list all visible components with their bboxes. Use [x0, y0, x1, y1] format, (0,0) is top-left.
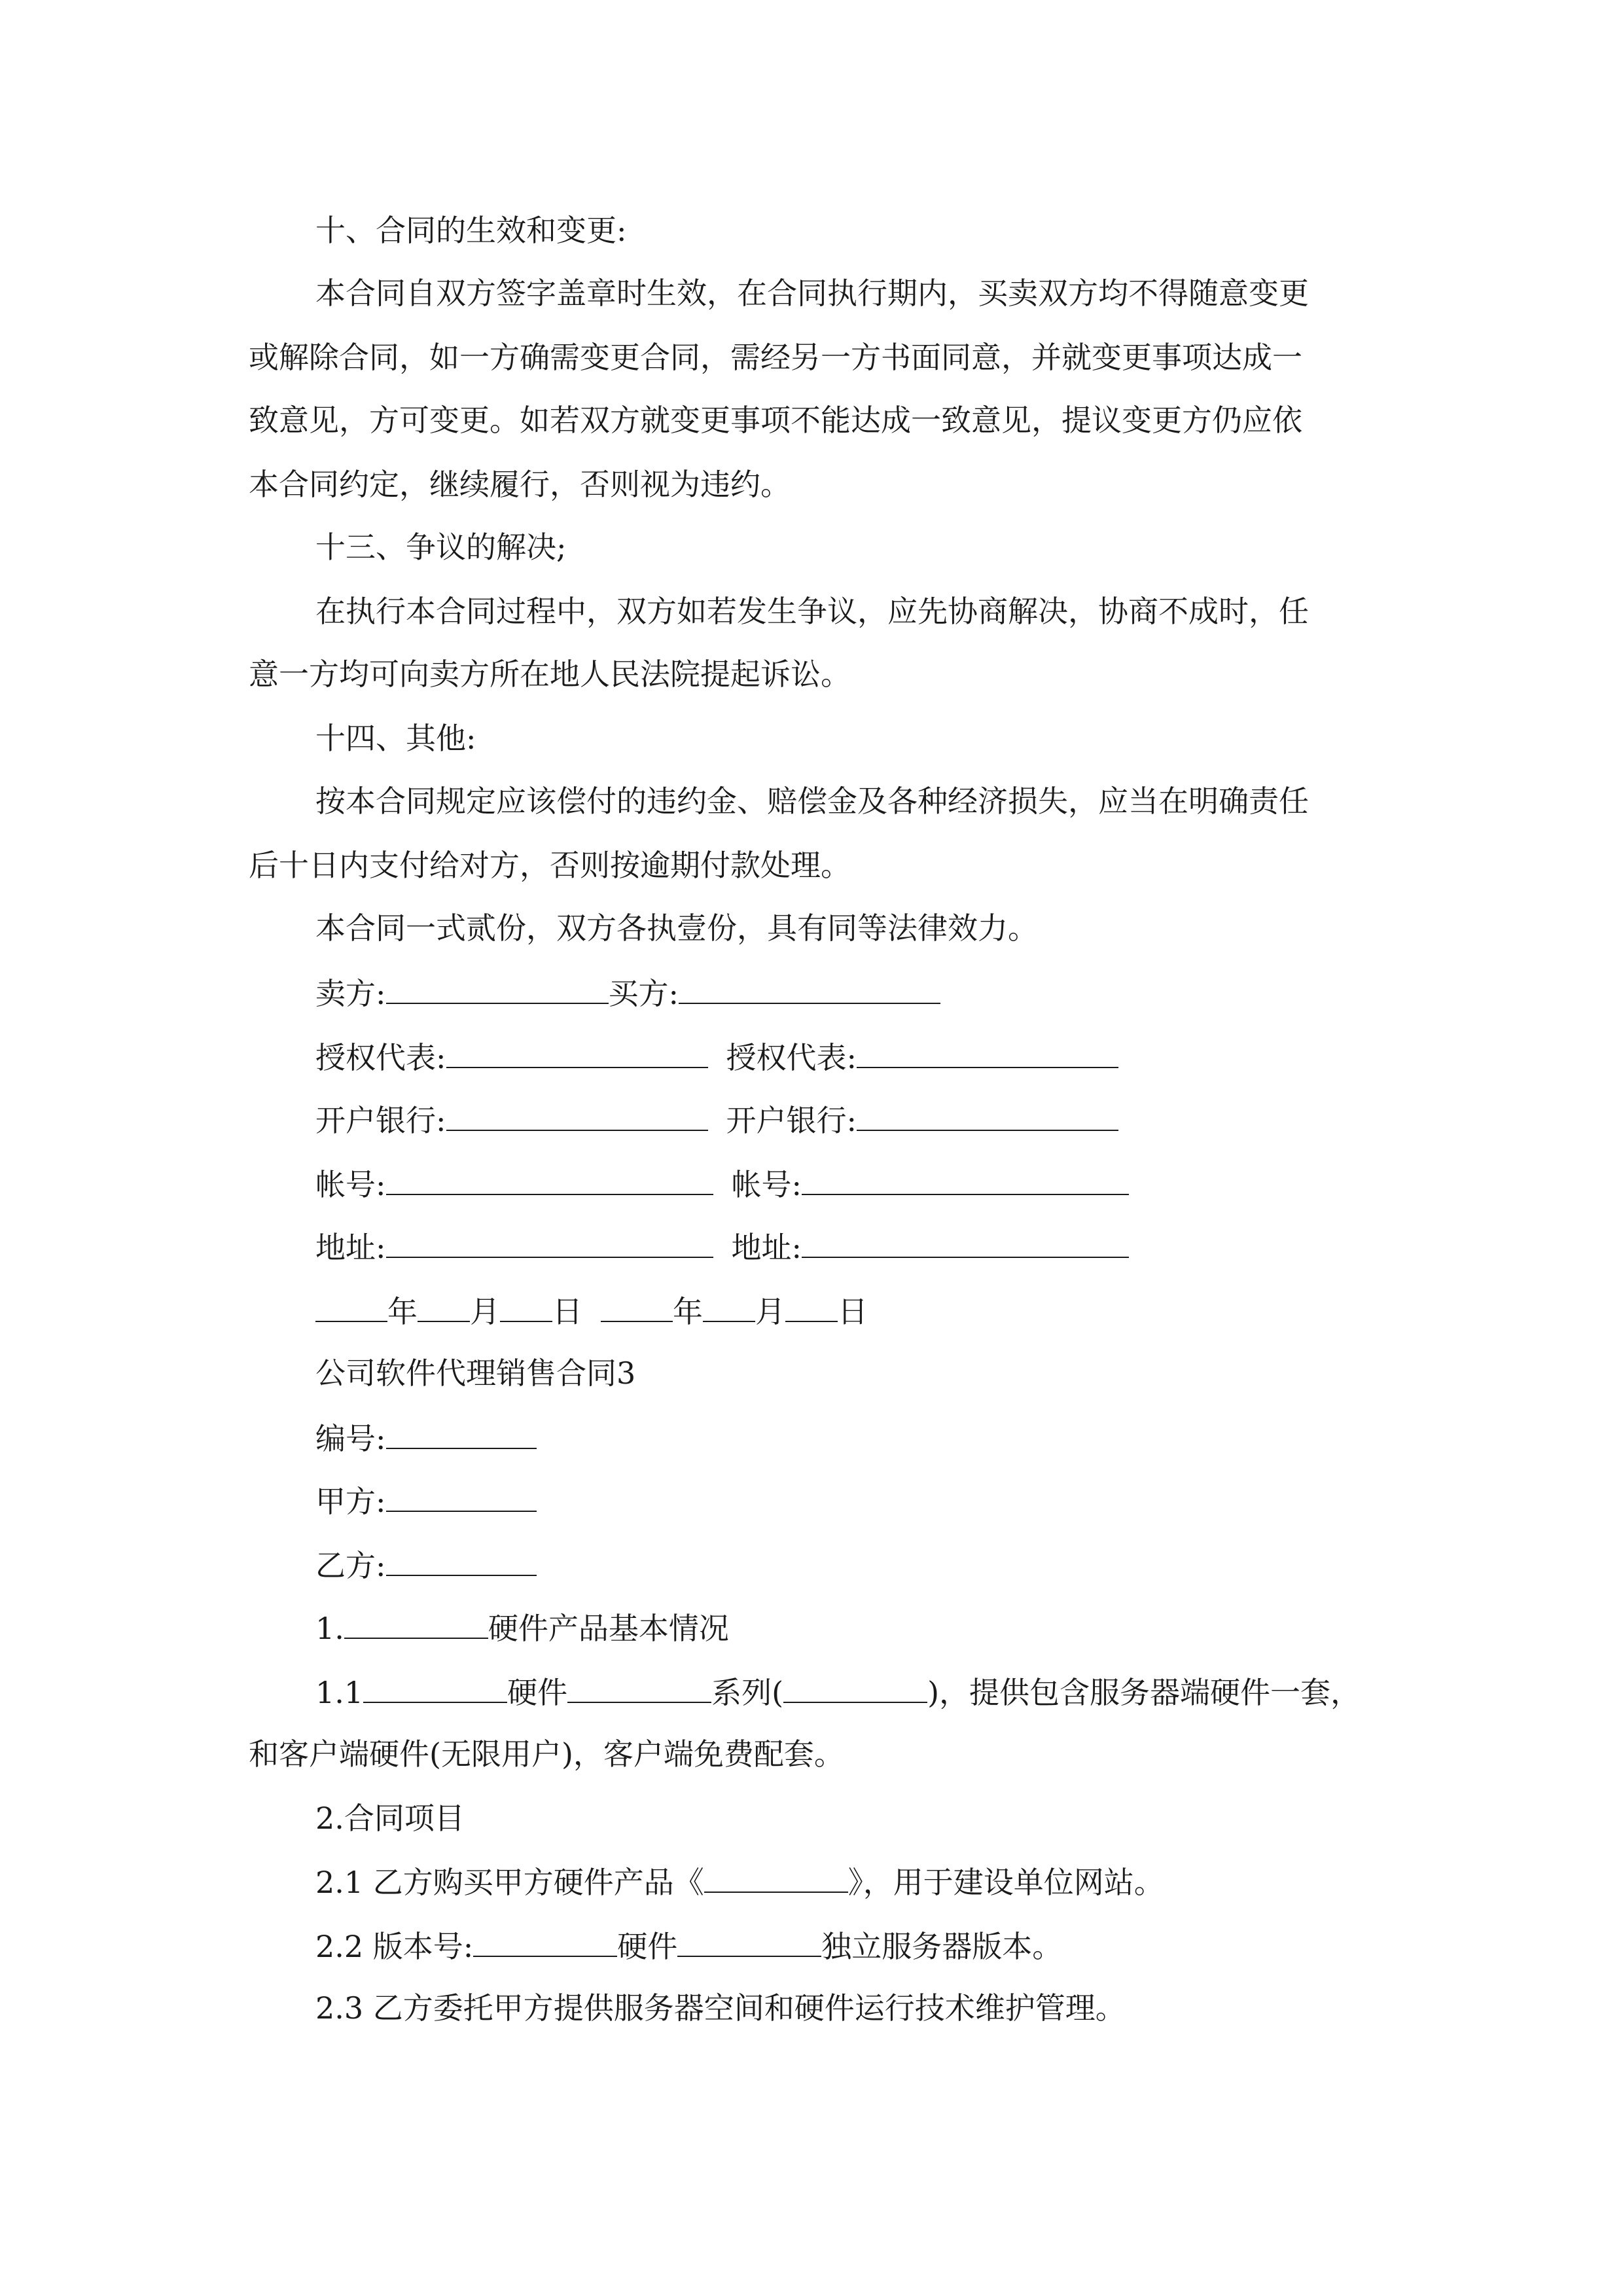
seller-address-blank[interactable] [386, 1227, 713, 1258]
party-b-blank[interactable] [386, 1545, 537, 1576]
section-10-line-3: 致意见，方可变更。如若双方就变更事项不能达成一致意见，提议变更方仍应依 [249, 403, 1302, 438]
buyer-rep-blank[interactable] [857, 1037, 1118, 1068]
buyer-blank[interactable] [679, 973, 940, 1004]
item-1-1-suffix: )，提供包含服务器端硬件一套， [927, 1675, 1361, 1710]
account-row [315, 1164, 1129, 1203]
item-2-2-suffix: 独立服务器版本。 [821, 1929, 1063, 1964]
buyer-bank-blank[interactable] [857, 1100, 1118, 1131]
seller-bank-label: 开户银行: [315, 1103, 446, 1138]
day-label-2: 日 [838, 1294, 868, 1329]
buyer-year-blank[interactable] [601, 1291, 673, 1322]
item-2-1-suffix: 》，用于建设单位网站。 [847, 1865, 1164, 1900]
buyer-address-blank[interactable] [802, 1227, 1129, 1258]
year-label: 年 [387, 1294, 418, 1329]
seller-day-blank[interactable] [500, 1291, 552, 1322]
seller-year-blank[interactable] [315, 1291, 387, 1322]
section-10-line-2: 或解除合同，如一方确需变更合同，需经另一方书面同意，并就变更事项达成一 [249, 340, 1302, 375]
item-2-2-blank-1[interactable] [473, 1926, 617, 1957]
party-a-label: 甲方: [315, 1484, 386, 1519]
item-2-3: 2.3 乙方委托甲方提供服务器空间和硬件运行技术维护管理。 [315, 1990, 1126, 2026]
buyer-account-label: 帐号: [731, 1167, 802, 1202]
item-2-2-blank-2[interactable] [677, 1926, 821, 1957]
section-10-heading: 十、合同的生效和变更: [315, 213, 627, 248]
section-13-line-2: 意一方均可向卖方所在地人民法院提起诉讼。 [249, 656, 851, 692]
item-1-row [315, 1607, 729, 1647]
year-label-2: 年 [673, 1294, 703, 1329]
buyer-account-blank[interactable] [802, 1164, 1129, 1195]
item-1-blank[interactable] [344, 1607, 488, 1639]
item-1-1-mid1: 硬件 [507, 1675, 568, 1710]
item-2: 2.合同项目 [315, 1801, 465, 1836]
date-row [315, 1291, 868, 1330]
number-blank[interactable] [386, 1418, 537, 1449]
seller-bank-blank[interactable] [446, 1100, 708, 1131]
month-label: 月 [470, 1294, 500, 1329]
party-b-row [315, 1545, 537, 1584]
item-1-suffix: 硬件产品基本情况 [488, 1611, 729, 1646]
item-2-1-blank[interactable] [704, 1861, 848, 1893]
item-2-1-row [315, 1861, 1164, 1901]
seller-buyer-row [315, 973, 940, 1012]
seller-rep-label: 授权代表: [315, 1040, 446, 1075]
contract-3-title: 公司软件代理销售合同3 [315, 1355, 636, 1391]
address-row [315, 1227, 1129, 1266]
section-14-copies: 本合同一式贰份，双方各执壹份，具有同等法律效力。 [315, 910, 1038, 946]
rep-row [315, 1037, 1118, 1076]
buyer-label: 买方: [608, 976, 679, 1011]
month-label-2: 月 [755, 1294, 785, 1329]
item-1-1-blank-2[interactable] [567, 1672, 711, 1703]
number-label: 编号: [315, 1421, 386, 1456]
item-1-1-prefix: 1.1 [315, 1675, 364, 1710]
buyer-rep-label: 授权代表: [726, 1040, 857, 1075]
item-1-1-cont: 和客户端硬件(无限用户)，客户端免费配套。 [249, 1736, 844, 1772]
item-1-1-mid2: 系列( [711, 1675, 784, 1710]
seller-account-label: 帐号: [315, 1167, 386, 1202]
seller-account-blank[interactable] [386, 1164, 713, 1195]
item-1-prefix: 1. [315, 1611, 344, 1646]
item-2-1-prefix: 2.1 乙方购买甲方硬件产品《 [315, 1865, 704, 1900]
party-a-row [315, 1480, 537, 1520]
bank-row [315, 1100, 1118, 1139]
party-a-blank[interactable] [386, 1480, 537, 1512]
buyer-month-blank[interactable] [703, 1291, 755, 1322]
section-10-line-4: 本合同约定，继续履行，否则视为违约。 [249, 467, 791, 502]
section-14-heading: 十四、其他: [315, 721, 476, 756]
section-14-line-1: 按本合同规定应该偿付的违约金、赔偿金及各种经济损失，应当在明确责任 [315, 783, 1309, 819]
section-10-line-1: 本合同自双方签字盖章时生效，在合同执行期内，买卖双方均不得随意变更 [315, 276, 1309, 311]
buyer-day-blank[interactable] [785, 1291, 838, 1322]
number-row [315, 1418, 537, 1457]
item-2-2-row [315, 1926, 1062, 1965]
section-13-line-1: 在执行本合同过程中，双方如若发生争议，应先协商解决，协商不成时，任 [315, 594, 1309, 629]
item-1-1-row [315, 1672, 1361, 1711]
item-2-2-mid: 硬件 [617, 1929, 678, 1964]
seller-rep-blank[interactable] [446, 1037, 708, 1068]
seller-label: 卖方: [315, 976, 386, 1011]
buyer-bank-label: 开户银行: [726, 1103, 857, 1138]
seller-blank[interactable] [386, 973, 609, 1004]
buyer-address-label: 地址: [731, 1230, 802, 1265]
item-1-1-blank-3[interactable] [783, 1672, 927, 1703]
seller-address-label: 地址: [315, 1230, 386, 1265]
seller-month-blank[interactable] [418, 1291, 470, 1322]
section-14-line-2: 后十日内支付给对方，否则按逾期付款处理。 [249, 848, 851, 883]
day-label: 日 [552, 1294, 582, 1329]
party-b-label: 乙方: [315, 1548, 386, 1583]
item-2-2-prefix: 2.2 版本号: [315, 1929, 474, 1964]
item-1-1-blank-1[interactable] [363, 1672, 507, 1703]
section-13-heading: 十三、争议的解决; [315, 529, 567, 565]
